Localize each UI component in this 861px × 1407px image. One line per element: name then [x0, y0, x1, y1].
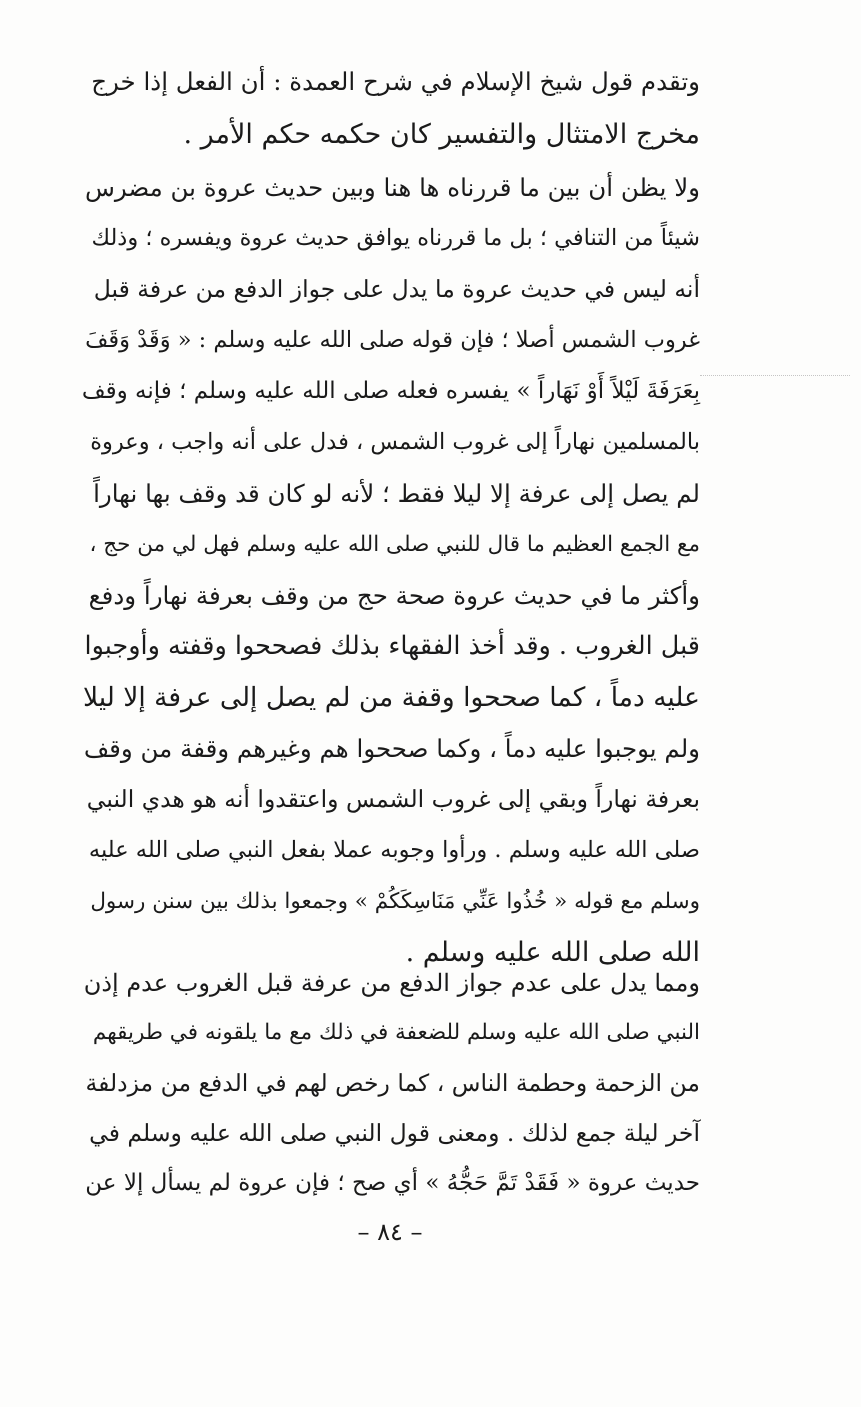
text-line: لم يصل إلى عرفة إلا ليلا فقط ؛ لأنه لو كان قد وقف بها نهاراً [93, 479, 700, 508]
text-line: بِعَرَفَةَ لَيْلاً أَوْ نَهَاراً » يفسره فعله صلى الله عليه وسلم ؛ فإنه وقف [81, 378, 700, 404]
text-line: الله صلى الله عليه وسلم . [405, 937, 700, 968]
text-line: آخر ليلة جمع لذلك . ومعنى قول النبي صلى الله عليه وسلم في [89, 1119, 700, 1147]
text-line: بعرفة نهاراً وبقي إلى غروب الشمس واعتقدوا أنه هو هدي النبي [86, 785, 700, 813]
text-line: أنه ليس في حديث عروة ما يدل على جواز الدفع من عرفة قبل [93, 275, 700, 303]
text-line: النبي صلى الله عليه وسلم للضعفة في ذلك مع ما يلقونه في طريقهم [92, 1020, 700, 1045]
paragraph-3 [82, 958, 700, 1208]
paragraph-2 [82, 162, 700, 978]
text-line: وأكثر ما في حديث عروة صحة حج من وقف بعرفة نهاراً ودفع [88, 581, 700, 610]
text-line: حديث عروة « فَقَدْ تَمَّ حَجُّهُ » أي صح ؛ فإن عروة لم يسأل إلا عن [85, 1170, 700, 1196]
text-line: عليه دماً ، كما صححوا وقفة من لم يصل إلى عرفة إلا ليلا [82, 682, 700, 713]
scan-artifact-dots [700, 375, 850, 384]
text-line: مخرج الامتثال والتفسير كان حكمه حكم الأمر . [183, 119, 700, 150]
text-line: مع الجمع العظيم ما قال للنبي صلى الله عليه وسلم فهل لي من حج ، [89, 532, 700, 557]
text-line: قبل الغروب . وقد أخذ الفقهاء بذلك فصححوا وقفته وأوجبوا [84, 631, 700, 661]
paragraph-1 [82, 55, 700, 161]
text-line: بالمسلمين نهاراً إلى غروب الشمس ، فدل على أنه واجب ، وعروة [90, 429, 700, 455]
page-number: – ٨٤ – [357, 1218, 423, 1246]
text-line: وتقدم قول شيخ الإسلام في شرح العمدة : أن الفعل إذا خرج [91, 67, 700, 96]
text-line: من الزحمة وحطمة الناس ، كما رخص لهم في الدفع من مزدلفة [85, 1069, 700, 1097]
text-line: صلى الله عليه وسلم . ورأوا وجوبه عملا بفعل النبي صلى الله عليه [88, 837, 700, 863]
text-line: ومما يدل على عدم جواز الدفع من عرفة قبل الغروب عدم إذن [83, 969, 700, 997]
text-line: غروب الشمس أصلا ؛ فإن قوله صلى الله عليه وسلم : « وَقَدْ وَقَفَ [85, 327, 700, 353]
text-line: شيئاً من التنافي ؛ بل ما قررناه يوافق حديث عروة ويفسره ؛ وذلك [91, 225, 700, 251]
text-line: وسلم مع قوله « خُذُوا عَنِّي مَنَاسِكَكُمْ » وجمعوا بذلك بين سنن رسول [90, 889, 700, 914]
text-line: ولم يوجبوا عليه دماً ، وكما صححوا هم وغيرهم وقفة من وقف [83, 734, 700, 763]
text-line: ولا يظن أن بين ما قررناه ها هنا وبين حديث عروة بن مضرس [84, 173, 700, 202]
